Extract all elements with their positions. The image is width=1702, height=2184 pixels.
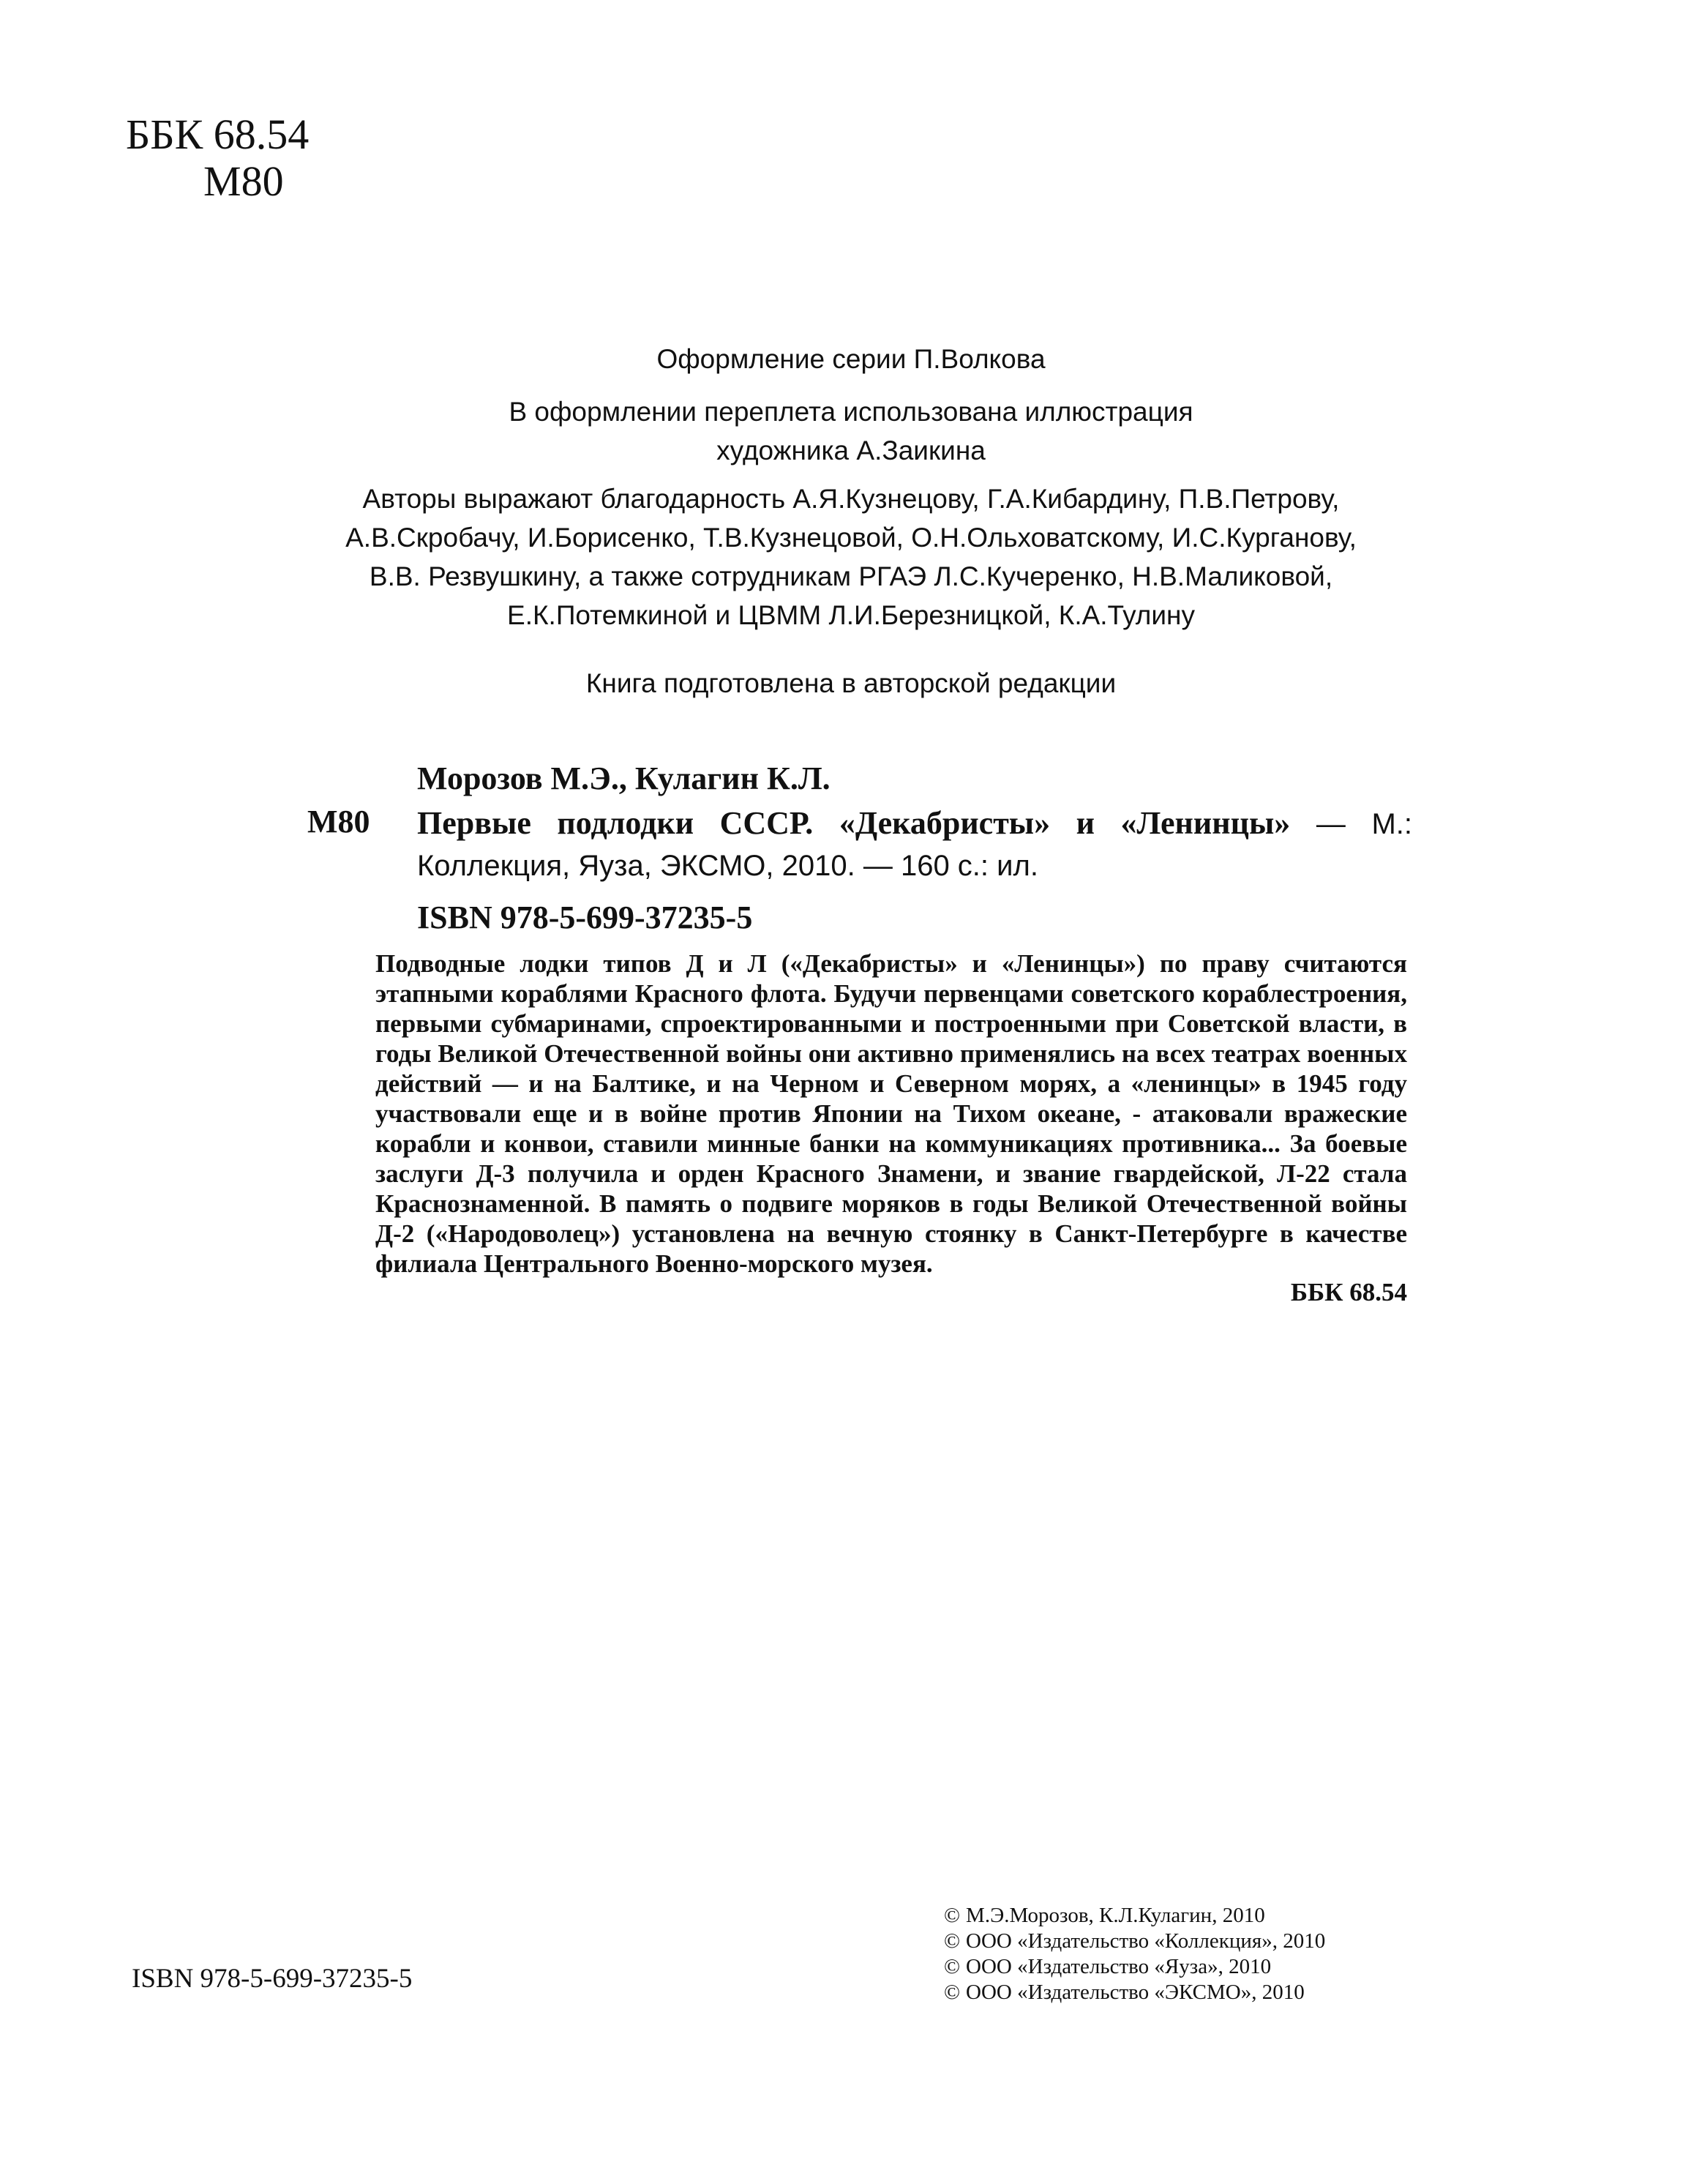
acknowledgements [0,479,1702,635]
copyright-holder: М.Э.Морозов, К.Л.Кулагин, 2010 [966,1904,1265,1927]
copyright-sign: © [944,1955,961,1978]
binding-credit-line: В оформлении переплета использована иллюстрация [509,397,1193,427]
binding-illustration-credit [0,392,1702,470]
catalog-isbn: ISBN 978-5-699-37235-5 [417,900,753,935]
binding-credit-line: художника А.Заикина [716,435,986,465]
bbk-code: ББК 68.54 [126,111,310,158]
edition-note: Книга подготовлена в авторской редакции [585,668,1117,698]
copyright-holder: ООО «Издательство «ЭКСМО», 2010 [966,1981,1305,2004]
copyright-list [944,1903,1325,2005]
footer-isbn: ISBN 978-5-699-37235-5 [132,1964,413,1994]
copyright-line [944,1929,1325,1954]
bbk-header [126,111,309,205]
copyright-sign: © [944,1929,961,1953]
acknowledgements-line: Авторы выражают благодарность А.Я.Кузнецову, Г.А.Кибардину, П.В.Петрову, [362,484,1340,514]
annotation-paragraph: Подводные лодки типов Д и Л («Декабристы» и «Ленинцы») по праву считаются этапными кораблями Красного флота. Будучи первенцами советского кораблестроения, первыми субмаринами, спроектированными и построенными при Советской власти, в годы Великой Отечественной войны они активно применялись на всех театрах военных действий — и на Балтике, и на Черном и Северном морях, а «ленинцы» в 1945 году участвовали еще и в войне против Японии на Тихом океане, - атаковали вражеские корабли и конвои, ставили минные банки на коммуникациях противника... За боевые заслуги Д-3 получила и орден Красного Знамени, и звание гвардейской, Л-22 стала Краснознаменной. В память о подвиге моряков в годы Великой Отечественной войны Д-2 («Народоволец») установлена на вечную стоянку в Санкт-Петербурге в качестве филиала Центрального Военно-морского музея. [375,949,1407,1278]
acknowledgements-line: Е.К.Потемкиной и ЦВММ Л.И.Березницкой, К.А.Тулину [507,600,1195,630]
copyright-line [944,1903,1325,1929]
catalog-authors: Морозов М.Э., Кулагин К.Л. [417,760,831,796]
acknowledgements-line: В.В. Резвушкину, а также сотрудникам РГАЭ Л.С.Кучеренко, Н.В.Маликовой, [369,561,1333,591]
copyright-holder: ООО «Издательство «Коллекция», 2010 [966,1929,1326,1953]
catalog-author-mark: М80 [307,804,370,839]
catalog-title-block [417,803,1412,886]
copyright-sign: © [944,1981,961,2004]
copyright-line [944,1954,1325,1980]
catalog-publication: — М.: Коллекция, Яуза, ЭКСМО, 2010. — 160 с.: ил. [417,808,1412,882]
acknowledgements-line: А.В.Скробачу, И.Борисенко, Т.В.Кузнецовой, О.Н.Ольховатскому, И.С.Курганову, [345,523,1357,553]
series-design-credit: Оформление серии П.Волкова [656,344,1046,374]
copyright-holder: ООО «Издательство «Яуза», 2010 [966,1955,1272,1978]
copyright-sign: © [944,1904,961,1927]
catalog-bbk: ББК 68.54 [1290,1278,1407,1306]
copyright-line [944,1980,1325,2005]
catalog-title: Первые подлодки СССР. «Декабристы» и «Ленинцы» [417,805,1291,841]
author-mark: М80 [203,157,284,205]
